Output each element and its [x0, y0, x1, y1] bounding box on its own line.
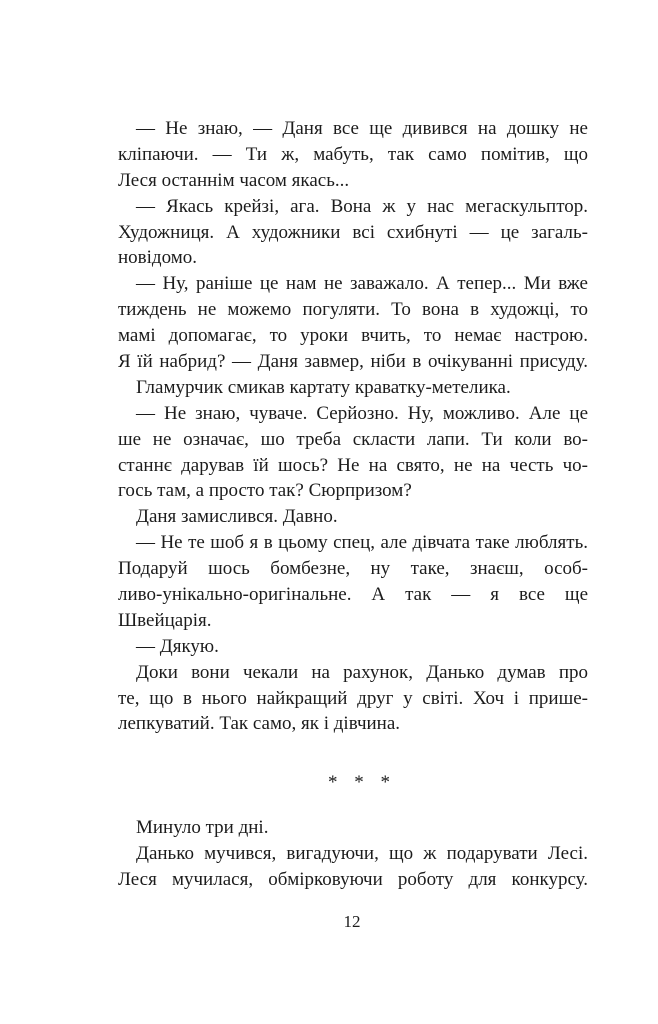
text-line: ше не означає, шо треба скласти лапи. Ти коли во- — [118, 428, 588, 450]
after-separator-text — [118, 815, 588, 893]
text-line: — Не знаю, — Даня все ще дивився на дошку не — [136, 118, 588, 139]
text-line: Даня замислився. Давно. — [136, 506, 338, 528]
text-line: лепкуватий. Так само, як і дівчина. — [118, 713, 401, 735]
text-line: гось там, а просто так? Сюрпризом? — [118, 480, 412, 502]
text-line: — Дякую. — [136, 635, 219, 657]
text-line: Гламурчик смикав картату краватку-метелика. — [136, 376, 511, 398]
text-line: Я їй набрид? — Даня завмер, ніби в очікуванні присуду. — [118, 351, 588, 373]
text-line: Доки вони чекали на рахунок, Данько думав про — [136, 661, 588, 683]
text-line: Художниця. А художники всі схибнуті — це загаль- — [118, 221, 588, 243]
text-line: новідомо. — [118, 247, 197, 269]
text-line: Данько мучився, вигадуючи, що ж подарувати Лесі. — [136, 842, 588, 864]
text-line: тиждень не можемо погуляти. То вона в художці, то — [118, 299, 588, 321]
text-line: мамі допомагає, то уроки вчить, то немає настрою. — [118, 325, 588, 347]
text-line: те, що в нього найкращий друг у світі. Хоч і пришe- — [118, 687, 588, 709]
text-line: Швейцарія. — [118, 609, 212, 631]
text-line: ливо-унікально-оригінальне. А так — я все ще — [118, 584, 588, 606]
text-line: — Ну, раніше це нам не заважало. А тепер... Ми вже — [136, 273, 588, 295]
main-text — [118, 116, 588, 737]
text-line: — Не те шоб я в цьому спец, але дівчата таке люблять. — [136, 532, 588, 554]
text-line: Минуло три дні. — [136, 817, 269, 838]
page-number: 12 — [343, 912, 361, 931]
section-separator: * * * — [328, 772, 396, 793]
text-line: Леся останнім часом якась... — [118, 169, 350, 191]
text-line: Подаруй шось бомбезне, ну таке, знаєш, особ- — [118, 558, 588, 580]
text-line: станнє дарував їй шось? Не на свято, не на честь чо- — [118, 454, 588, 476]
text-line: кліпаючи. — Ти ж, мабуть, так само помітив, що — [118, 143, 588, 165]
text-line: — Якась крейзі, ага. Вона ж у нас мегаскульптор. — [136, 195, 588, 217]
text-line: — Не знаю, чуваче. Серйозно. Ну, можливо. Але це — [136, 402, 588, 424]
text-line: Леся мучилася, обмірковуючи роботу для конкурсу. — [118, 868, 588, 890]
